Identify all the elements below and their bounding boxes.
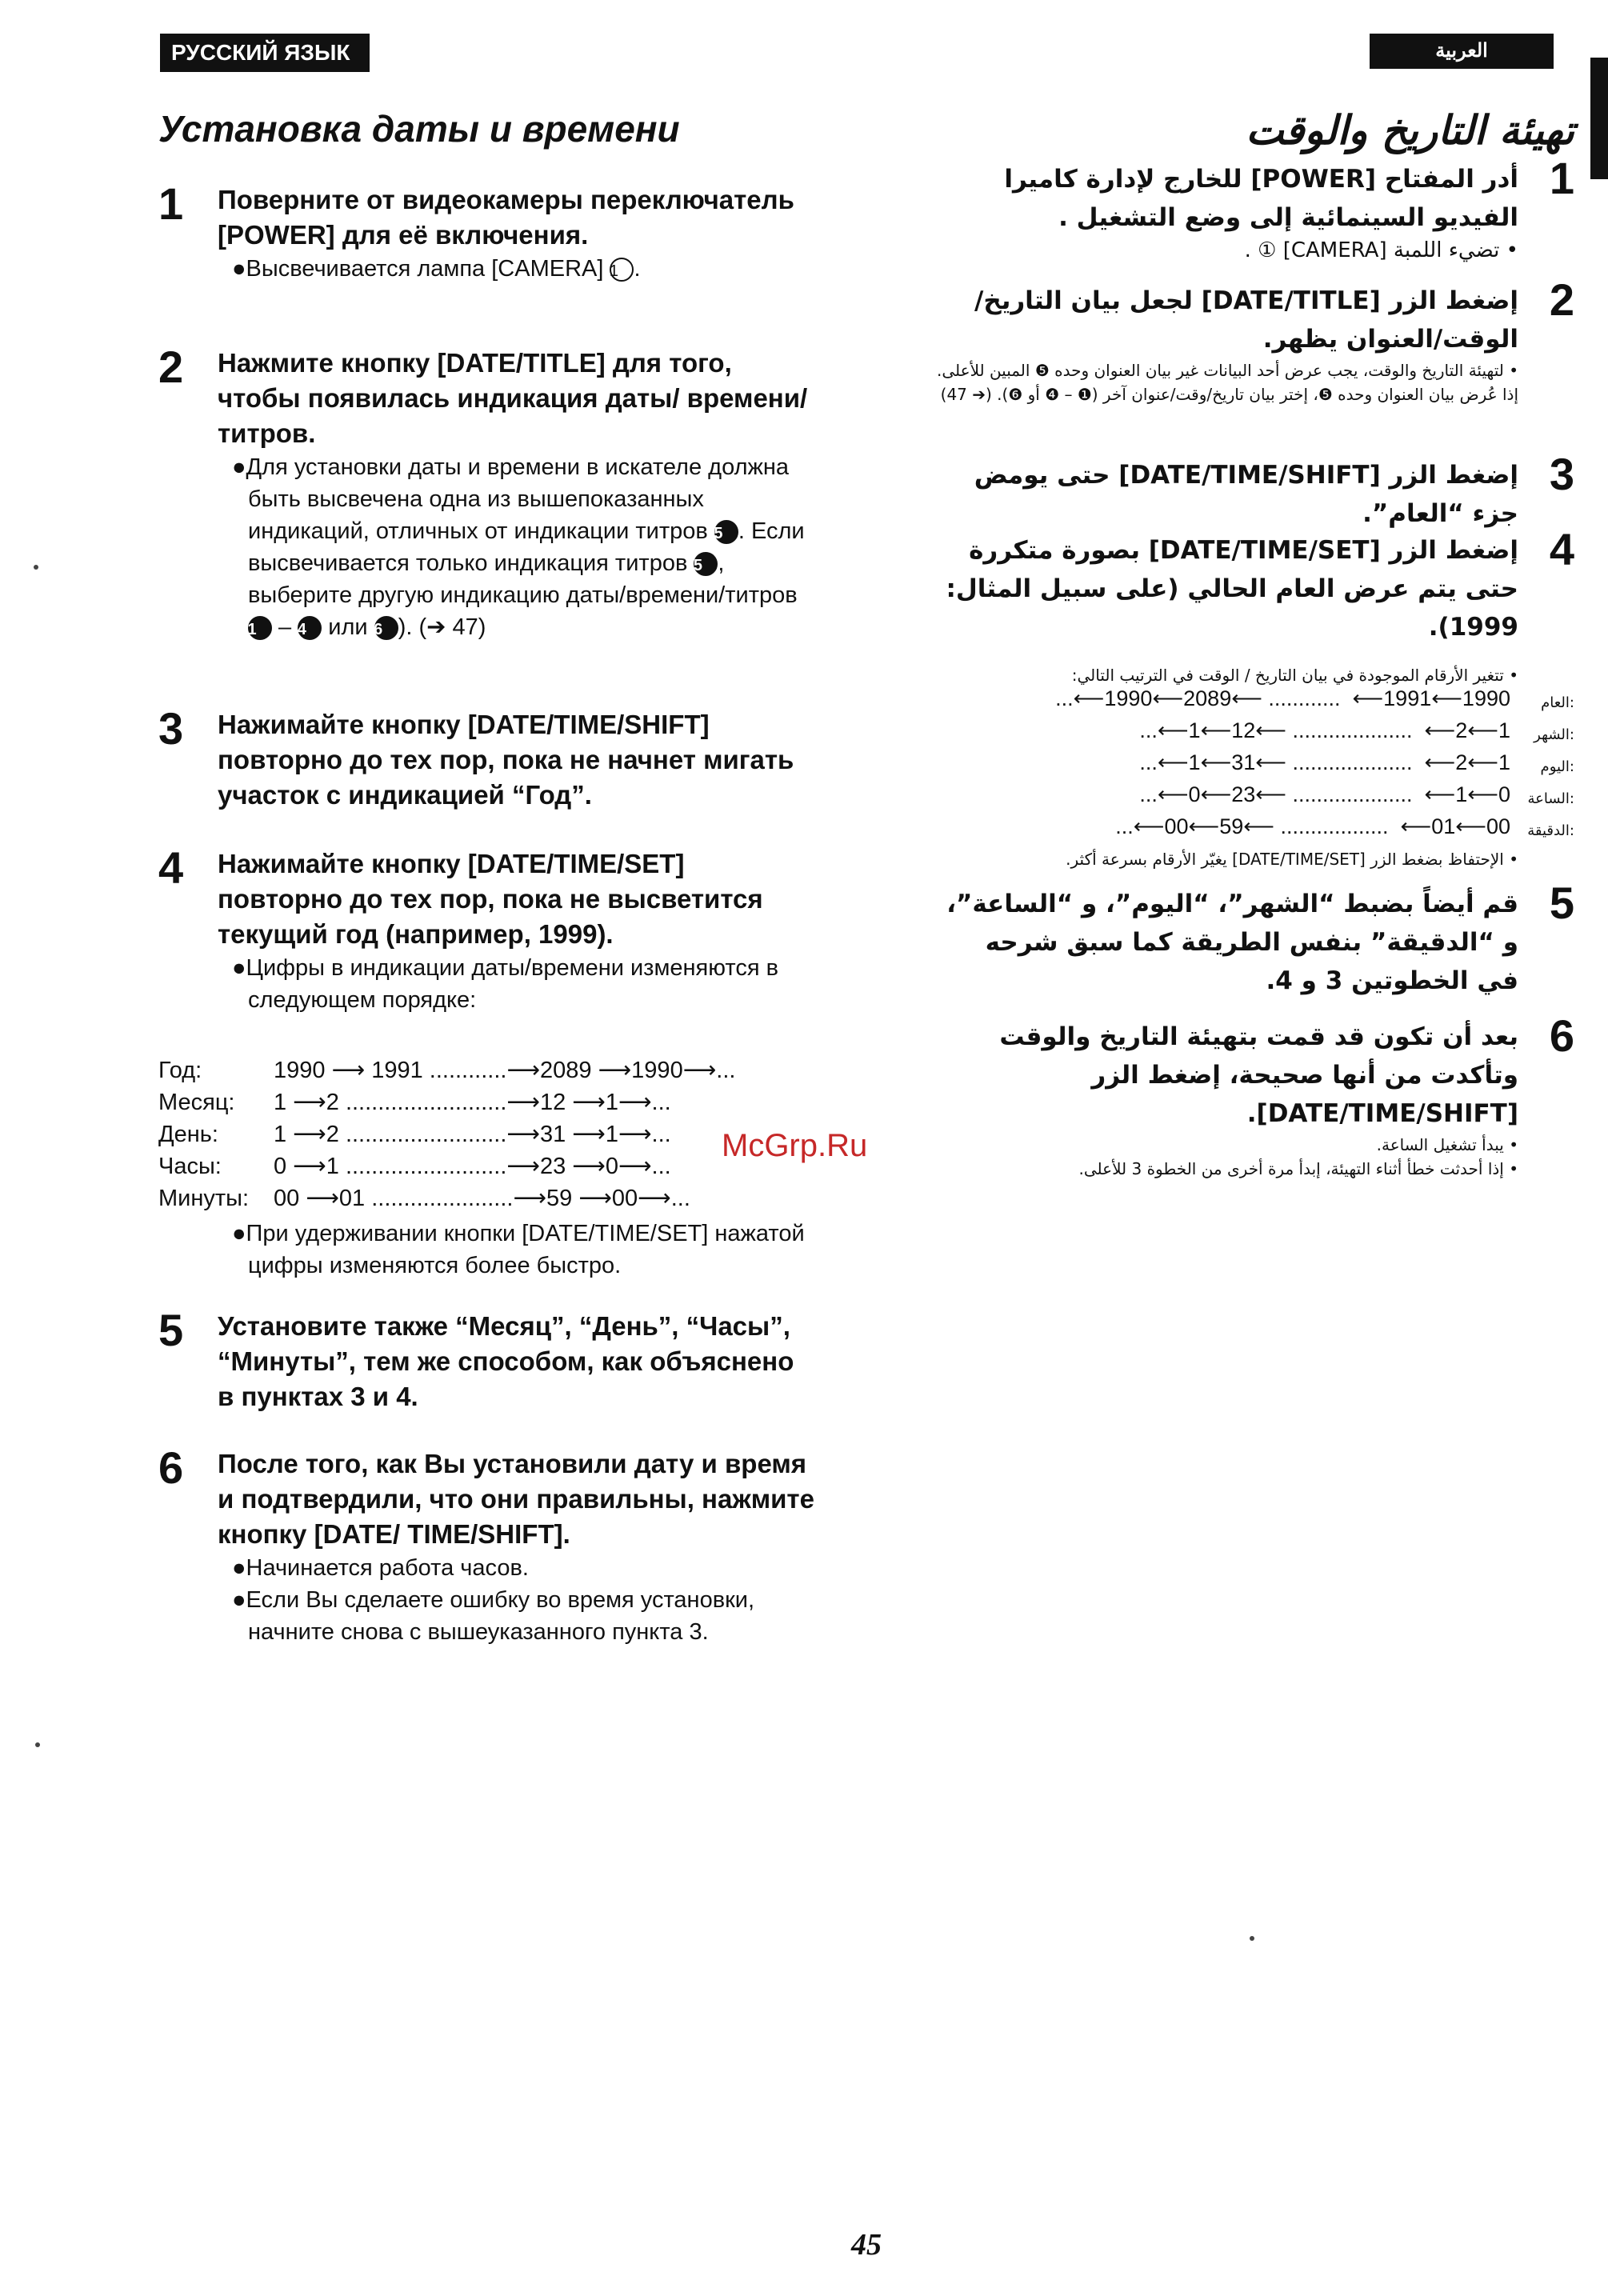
- step-number: 1: [1549, 153, 1574, 203]
- circled-number: 6: [374, 616, 398, 640]
- sequence-row: اليوم: ...⟵1⟵31⟵ .................... ⟵2⟵1: [1139, 750, 1574, 775]
- step-heading: بعد أن تكون قد قمت بتهيئة التاريخ والوقت وتأكدت من أنها صحيحة، إضغط الزر [DATE/TIME/SHIFT].: [999, 1022, 1518, 1128]
- page-edge-tab: [1590, 58, 1608, 179]
- step-number: 6: [158, 1442, 184, 1493]
- step-heading: أدر المفتاح [POWER] للخارج لإدارة كاميرا الفيديو السينمائية إلى وضع التشغيل .: [1004, 165, 1518, 232]
- sequence-row: Минуты: 00 ⟶01 ......................⟶59 ⟶00⟶...: [158, 1186, 690, 1211]
- step-note: ●Цифры в индикации даты/времени изменяются в следующем порядке:: [232, 955, 778, 1013]
- ar-step-3: [936, 449, 1574, 533]
- sequence-row: الساعة: ...⟵0⟵23⟵ .................... ⟵1⟵0: [1139, 782, 1574, 807]
- step-heading: После того, как Вы установили дату и время и подтвердили, что они правильны, нажмите кнопку [DATE/ TIME/SHIFT].: [218, 1449, 814, 1549]
- ar-step-4: [936, 524, 1574, 646]
- ru-step-1: [158, 178, 814, 285]
- step-number: 3: [158, 703, 184, 754]
- step-number: 2: [1549, 274, 1574, 325]
- ru-sequence-table: [158, 1054, 735, 1214]
- sequence-row: Год: 1990 ⟶ 1991 ............⟶2089 ⟶1990⟶...: [158, 1058, 736, 1083]
- step-note: • تضيء اللمبة [CAMERA] ① .: [1244, 238, 1518, 262]
- scan-speck: [35, 1742, 40, 1747]
- step-heading: Поверните от видеокамеры переключатель [POWER] для её включения.: [218, 185, 794, 250]
- sequence-row: Месяц: 1 ⟶2 .........................⟶12 ⟶1⟶...: [158, 1090, 671, 1115]
- sequence-row: Часы: 0 ⟶1 .........................⟶23 ⟶0⟶...: [158, 1154, 671, 1179]
- step-number: 4: [158, 842, 184, 893]
- ar-section-title: تهيئة التاريخ والوقت: [1246, 107, 1574, 154]
- page-number: 45: [851, 2228, 882, 2262]
- step-heading: Нажмите кнопку [DATE/TITLE] для того, чтобы появилась индикация даты/ времени/титров.: [218, 348, 808, 448]
- ar-sequence-table: [976, 664, 1574, 872]
- step-number: 5: [158, 1305, 184, 1355]
- ru-step-4: [158, 842, 814, 1016]
- ar-step-2: [936, 274, 1574, 406]
- sequence-row: الشهر: ...⟵1⟵12⟵ .................... ⟵2⟵1: [1139, 718, 1574, 743]
- step-note: • لتهيئة التاريخ والوقت، يجب عرض أحد البيانات غير بيان العنوان وحده ❺ المبين للأعلى. إذا عُرض بيان العنوان وحده ❺، إختر بيان تاريخ/وقت/عنوان آخر (❶ – ❹ أو ❻). (➔ 47): [936, 361, 1518, 404]
- step-number: 1: [158, 178, 184, 229]
- sequence-intro: • تتغير الأرقام الموجودة في بيان التاريخ / الوقت في الترتيب التالي:: [1071, 666, 1518, 685]
- ru-section-title: Установка даты и времени: [158, 108, 680, 150]
- sequence-row: الدقيقة: ...⟵00⟵59⟵ .................. ⟵01⟵00: [1115, 814, 1574, 839]
- step-heading: إضغط الزر [DATE/TITLE] لجعل بيان التاريخ/ الوقت/العنوان يظهر.: [974, 286, 1518, 354]
- sequence-hold-note: • الإحتفاظ بضغط الزر [DATE/TIME/SET] يغيّر الأرقام بسرعة أكثر.: [1066, 850, 1518, 869]
- ar-step-5: [936, 878, 1574, 1000]
- circled-number: 4: [298, 616, 322, 640]
- step-note: ●Высвечивается лампа [CAMERA] 1 .: [232, 256, 641, 282]
- ru-step-2: [158, 342, 814, 643]
- step-heading: قم أيضاً بضبط “الشهر”، “اليوم”، و “الساعة”، و “الدقيقة” بنفس الطريقة كما سبق شرحه في الخطوتين 3 و 4.: [946, 890, 1518, 995]
- ru-step-6: [158, 1442, 814, 1648]
- step-heading: إضغط الزر [DATE/TIME/SET] بصورة متكررة حتى يتم عرض العام الحالي (على سبيل المثال: 1999).: [946, 536, 1518, 642]
- sequence-row: العام: ...⟵1990⟵2089⟵ ............ ⟵1991⟵1990: [1055, 686, 1574, 711]
- step-note: ●Начинается работа часов.: [232, 1555, 529, 1581]
- step-heading: Нажимайте кнопку [DATE/TIME/SET] повторно до тех пор, пока не высветится текущий год (например, 1999).: [218, 849, 763, 949]
- step-number: 3: [1549, 449, 1574, 499]
- ru-step-5: [158, 1305, 814, 1414]
- circled-number: 1: [610, 258, 634, 282]
- step-number: 2: [158, 342, 184, 392]
- ru-step-3: [158, 703, 814, 813]
- scan-speck: [34, 565, 38, 570]
- step-number: 4: [1549, 524, 1574, 574]
- sequence-row: День: 1 ⟶2 .........................⟶31 ⟶1⟶...: [158, 1122, 671, 1147]
- step-note: ●Для установки даты и времени в искателе должна быть высвечена одна из вышепоказанных индикаций, отличных от индикации титров 5 . Если высвечивается только индикация титров 5 , выберите другую индикацию даты/времени/титров 1 – 4 или 6 ). (➔ 47): [232, 454, 805, 640]
- step-number: 5: [1549, 878, 1574, 928]
- language-badge-arabic: العربية: [1370, 34, 1554, 69]
- step-note: ●Если Вы сделаете ошибку во время установки, начните снова с вышеуказанного пункта 3.: [232, 1587, 755, 1645]
- circled-number: 1: [248, 616, 272, 640]
- language-badge-russian: РУССКИЙ ЯЗЫК: [160, 34, 370, 72]
- step-heading: Установите также “Месяц”, “День”, “Часы”, “Минуты”, тем же способом, как объяснено в пунктах 3 и 4.: [218, 1311, 794, 1411]
- step-heading: إضغط الزر [DATE/TIME/SHIFT] حتى يومض جزء “العام”.: [974, 461, 1518, 528]
- circled-number: 5: [714, 520, 738, 544]
- scan-speck: [1250, 1936, 1254, 1941]
- step-heading: Нажимайте кнопку [DATE/TIME/SHIFT] повторно до тех пор, пока не начнет мигать участок с индикацией “Год”.: [218, 710, 794, 810]
- circled-number: 5: [694, 552, 718, 576]
- watermark: McGrp.Ru: [722, 1128, 868, 1163]
- step-number: 6: [1549, 1010, 1574, 1061]
- ru-step-4-hold-note: [158, 1218, 814, 1282]
- step-note: ●При удерживании кнопки [DATE/TIME/SET] нажатой цифры изменяются более быстро.: [232, 1221, 805, 1278]
- ar-step-6: [936, 1010, 1574, 1181]
- step-note: • يبدأ تشغيل الساعة.: [1376, 1135, 1518, 1154]
- step-note: • إذا أحدثت خطأ أثناء التهيئة، إبدأ مرة أخرى من الخطوة 3 للأعلى.: [1078, 1159, 1518, 1178]
- ar-step-1: [936, 153, 1574, 264]
